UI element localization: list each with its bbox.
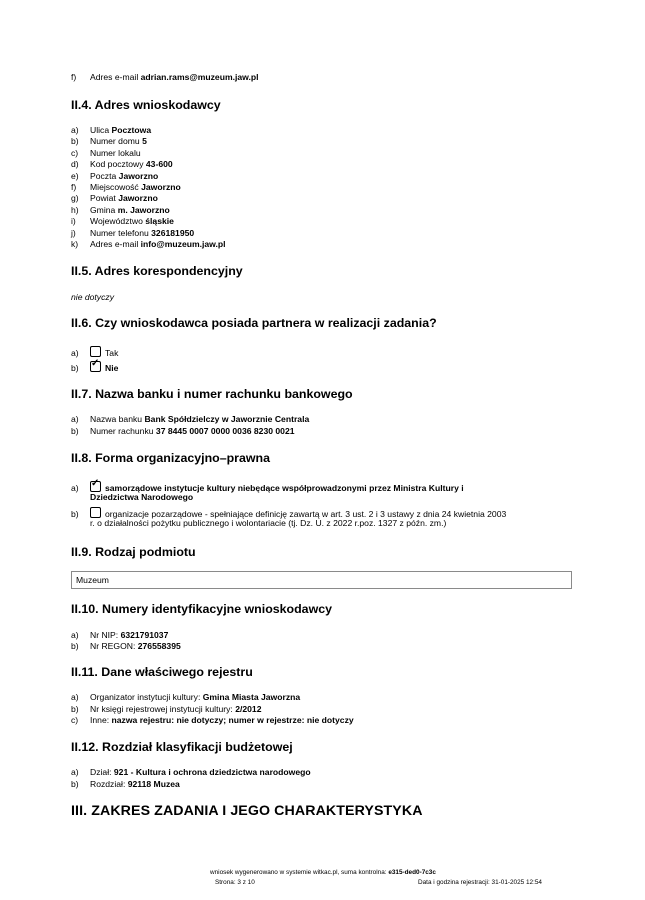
checkbox-partner-yes[interactable]	[90, 346, 101, 357]
entity-type-field: Muzeum	[71, 571, 572, 589]
address-row: e) Poczta Jaworzno	[71, 170, 159, 181]
footer-page-number: Strona: 3 z 10	[215, 879, 255, 886]
bank-account-row: b) Numer rachunku 37 8445 0007 0000 0036 8230 0021	[71, 426, 295, 436]
correspondence-note: nie dotyczy	[71, 292, 114, 302]
footer-registration-date: Data i godzina rejestracji: 31-01-2025 12:54	[418, 879, 542, 886]
address-row: c) Numer lokalu	[71, 147, 141, 158]
option-legal-form-a-cont: Dziedzictwa Narodowego	[90, 492, 194, 502]
checkmark-icon: ✓	[91, 358, 100, 369]
checkbox-legal-form-a[interactable]	[90, 478, 101, 492]
checkmark-icon: ✓	[91, 478, 100, 489]
section-title-scope: III. ZAKRES ZADANIA I JEGO CHARAKTERYSTYKA	[71, 803, 423, 819]
field-email-applicant: f) Adres e-mail adrian.rams@muzeum.jaw.pl	[71, 72, 259, 82]
section-title-bank: II.7. Nazwa banku i numer rachunku bankowego	[71, 387, 353, 401]
address-row: h) Gmina m. Jaworzno	[71, 204, 170, 215]
address-row: d) Kod pocztowy 43-600	[71, 159, 173, 170]
address-row: i) Województwo śląskie	[71, 216, 174, 227]
option-legal-form-b-cont: r. o działalności pożytku publicznego i wolontariacie (tj. Dz. U. z 2022 r.poz. 1327 z późn. zm.)	[90, 518, 447, 528]
registry-other-row: c) Inne: nazwa rejestru: nie dotyczy; numer w rejestrze: nie dotyczy	[71, 715, 354, 725]
option-partner-yes: a) Tak	[71, 348, 119, 358]
budget-division-row: a) Dział: 921 - Kultura i ochrona dziedzictwa narodowego	[71, 767, 311, 777]
address-row: f) Miejscowość Jaworzno	[71, 182, 181, 192]
budget-chapter-row: b) Rozdział: 92118 Muzea	[71, 779, 180, 789]
registry-book-row: b) Nr księgi rejestrowej instytucji kultury: 2/2012	[71, 704, 262, 714]
nip-row: a) Nr NIP: 6321791037	[71, 630, 169, 640]
bank-name-row: a) Nazwa banku Bank Spółdzielczy w Jaworznie Centrala	[71, 414, 310, 424]
option-partner-no: b) ✓ Nie	[71, 358, 119, 373]
section-title-address: II.4. Adres wnioskodawcy	[71, 98, 221, 112]
regon-row: b) Nr REGON: 276558395	[71, 641, 181, 651]
footer-generated: wniosek wygenerowano w systemie witkac.pl, suma kontrolna: e315-ded0-7c3c	[210, 869, 436, 876]
section-title-correspondence: II.5. Adres korespondencyjny	[71, 264, 243, 278]
option-legal-form-b: b) organizacje pozarządowe - spełniające definicję zawartą w art. 3 ust. 2 i 3 ustawy z dnia 24 kwietnia 2003	[71, 509, 507, 519]
checkbox-legal-form-b[interactable]	[90, 507, 101, 518]
checkbox-partner-no[interactable]	[90, 358, 101, 372]
option-legal-form-a: a) ✓ samorządowe instytucje kultury niebędące współprowadzonymi przez Ministra Kultury i	[71, 478, 464, 493]
section-title-ids: II.10. Numery identyfikacyjne wnioskodawcy	[71, 602, 332, 616]
address-row: g) Powiat Jaworzno	[71, 193, 158, 204]
address-row: b) Numer domu 5	[71, 136, 147, 147]
section-title-legal-form: II.8. Forma organizacyjno–prawna	[71, 451, 270, 465]
section-title-entity-type: II.9. Rodzaj podmiotu	[71, 545, 196, 559]
section-title-registry: II.11. Dane właściwego rejestru	[71, 665, 253, 679]
address-row: a) Ulica Pocztowa	[71, 125, 152, 135]
registry-organizer-row: a) Organizator instytucji kultury: Gmina Miasta Jaworzna	[71, 692, 301, 702]
section-title-partner: II.6. Czy wnioskodawca posiada partnera w realizacji zadania?	[71, 316, 437, 330]
address-row: j) Numer telefonu 326181950	[71, 227, 195, 238]
section-title-budget: II.12. Rozdział klasyfikacji budżetowej	[71, 740, 293, 754]
address-row: k) Adres e-mail info@muzeum.jaw.pl	[71, 239, 226, 249]
